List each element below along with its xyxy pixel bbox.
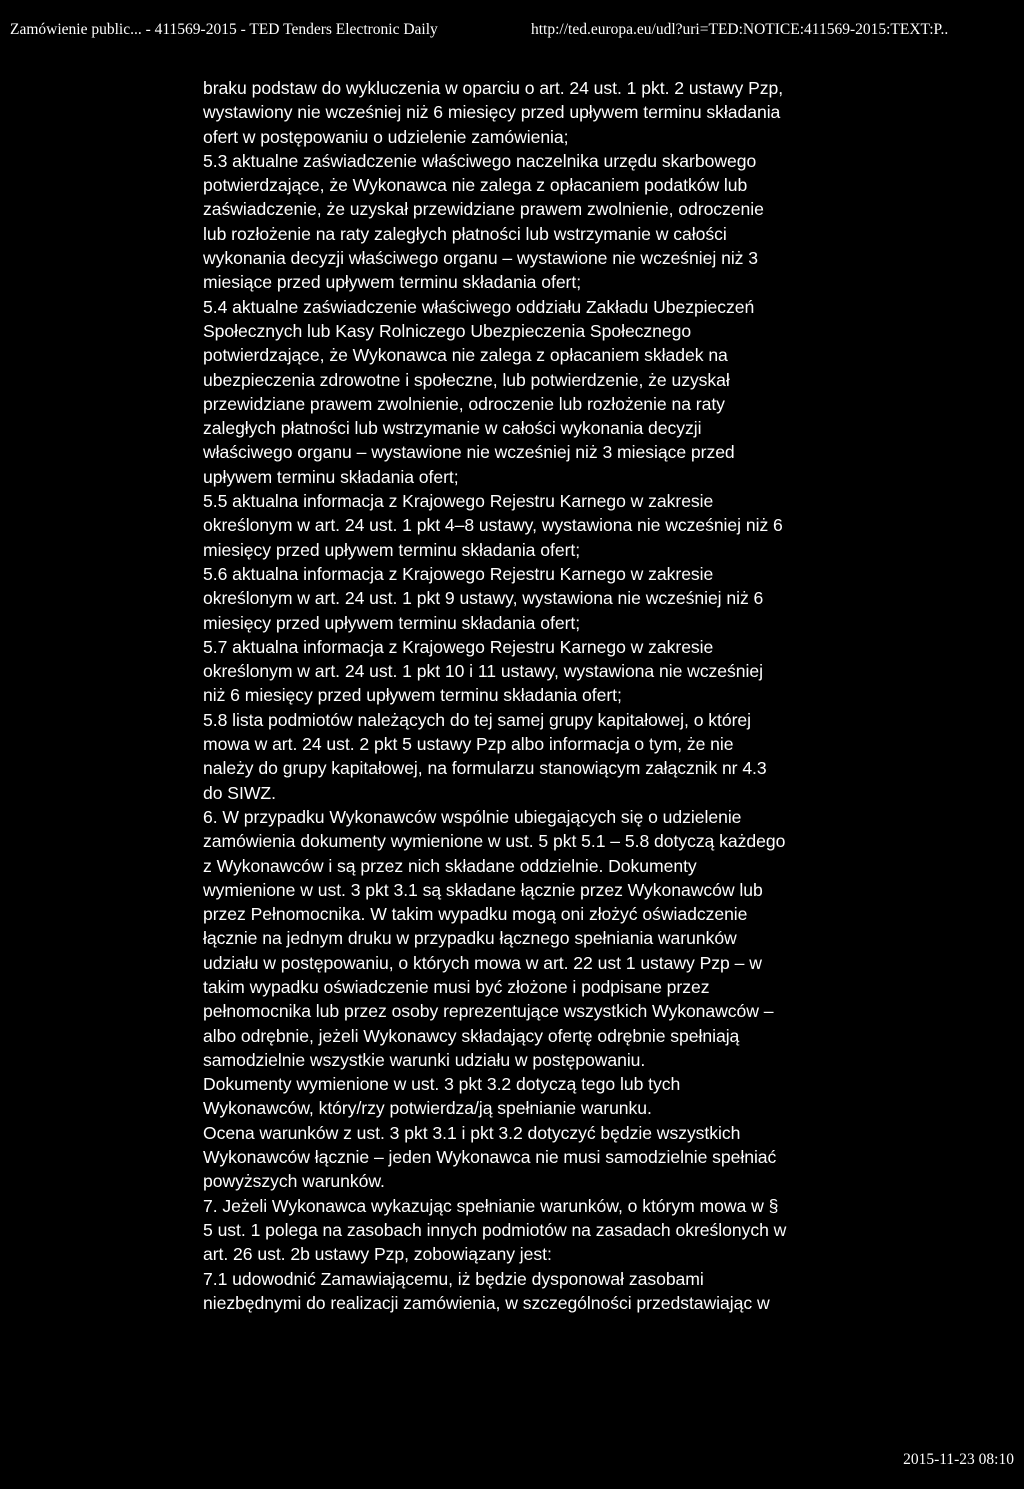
text-line: takim wypadku oświadczenie musi być złożone i podpisane przez <box>203 976 710 997</box>
text-line: 5.4 aktualne zaświadczenie właściwego oddziału Zakładu Ubezpieczeń <box>203 296 755 317</box>
text-line: miesięcy przed upływem terminu składania ofert; <box>203 612 581 633</box>
text-line: 6. W przypadku Wykonawców wspólnie ubiegających się o udzielenie <box>203 806 742 827</box>
text-line: przez Pełnomocnika. W takim wypadku mogą oni złożyć oświadczenie <box>203 904 748 925</box>
text-line: braku podstaw do wykluczenia w oparciu o art. 24 ust. 1 pkt. 2 ustawy Pzp, <box>203 78 784 98</box>
text-line: do SIWZ. <box>203 782 276 803</box>
text-line: 7. Jeżeli Wykonawca wykazując spełnianie warunków, o którym mowa w § <box>203 1195 779 1216</box>
text-line: wystawiony nie wcześniej niż 6 miesięcy przed upływem terminu składania <box>203 102 781 123</box>
text-line: określonym w art. 24 ust. 1 pkt 10 i 11 ustawy, wystawiona nie wcześniej <box>203 661 763 682</box>
text-line: określonym w art. 24 ust. 1 pkt 9 ustawy, wystawiona nie wcześniej niż 6 <box>203 588 764 609</box>
text-line: mowa w art. 24 ust. 2 pkt 5 ustawy Pzp albo informacja o tym, że nie <box>203 734 734 755</box>
text-line: art. 26 ust. 2b ustawy Pzp, zobowiązany jest: <box>203 1244 552 1265</box>
text-line: powyższych warunków. <box>203 1171 385 1192</box>
text-line: niż 6 miesięcy przed upływem terminu składania ofert; <box>203 685 622 706</box>
text-line: albo odrębnie, jeżeli Wykonawcy składający ofertę odrębnie spełniają <box>203 1025 740 1046</box>
text-line: wykonania decyzji właściwego organu – wystawione nie wcześniej niż 3 <box>203 248 758 269</box>
print-header-title: Zamówienie public... - 411569-2015 - TED Tenders Electronic Daily <box>10 21 438 38</box>
text-line: wymienione w ust. 3 pkt 3.1 są składane łącznie przez Wykonawców lub <box>203 879 763 900</box>
text-line: Wykonawców, który/rzy potwierdza/ją spełnianie warunku. <box>203 1098 652 1119</box>
text-line: Dokumenty wymienione w ust. 3 pkt 3.2 dotyczą tego lub tych <box>203 1074 681 1095</box>
text-line: 5.3 aktualne zaświadczenie właściwego naczelnika urzędu skarbowego <box>203 150 757 171</box>
text-line: zaświadczenie, że uzyskał przewidziane prawem zwolnienie, odroczenie <box>203 199 764 220</box>
text-line: 5.5 aktualna informacja z Krajowego Rejestru Karnego w zakresie <box>203 491 714 512</box>
text-line: Wykonawców łącznie – jeden Wykonawca nie musi samodzielnie spełniać <box>203 1147 777 1168</box>
text-line: właściwego organu – wystawione nie wcześniej niż 3 miesiące przed <box>203 442 735 463</box>
text-line: 5.7 aktualna informacja z Krajowego Rejestru Karnego w zakresie <box>203 636 714 657</box>
text-line: pełnomocnika lub przez osoby reprezentujące wszystkich Wykonawców – <box>203 1001 774 1022</box>
text-line: Społecznych lub Kasy Rolniczego Ubezpieczenia Społecznego <box>203 320 692 341</box>
text-line: potwierdzające, że Wykonawca nie zalega z opłacaniem składek na <box>203 345 728 366</box>
print-header-url: http://ted.europa.eu/udl?uri=TED:NOTICE:411569-2015:TEXT:P.. <box>531 21 949 38</box>
print-header <box>10 19 1014 41</box>
text-line: niezbędnymi do realizacji zamówienia, w szczególności przedstawiając w <box>203 1292 770 1313</box>
document-body <box>203 76 1011 1315</box>
print-footer-timestamp: 2015-11-23 08:10 <box>903 1451 1014 1468</box>
text-line: zaległych płatności lub wstrzymanie w całości wykonania decyzji <box>203 418 702 439</box>
text-line: lub rozłożenie na raty zaległych płatności lub wstrzymanie w całości <box>203 223 727 244</box>
text-line: zamówienia dokumenty wymienione w ust. 5 pkt 5.1 – 5.8 dotyczą każdego <box>203 831 786 852</box>
text-line: Ocena warunków z ust. 3 pkt 3.1 i pkt 3.2 dotyczyć będzie wszystkich <box>203 1122 741 1143</box>
text-line: ofert w postępowaniu o udzielenie zamówienia; <box>203 126 569 147</box>
text-line: łącznie na jednym druku w przypadku łącznego spełniania warunków <box>203 928 737 949</box>
text-line: upływem terminu składania ofert; <box>203 466 459 487</box>
text-line: miesięcy przed upływem terminu składania ofert; <box>203 539 581 560</box>
text-line: 7.1 udowodnić Zamawiającemu, iż będzie dysponował zasobami <box>203 1268 704 1289</box>
text-line: ubezpieczenia zdrowotne i społeczne, lub potwierdzenie, że uzyskał <box>203 369 730 390</box>
text-line: należy do grupy kapitałowej, na formularzu stanowiącym załącznik nr 4.3 <box>203 758 767 779</box>
text-line: 5.6 aktualna informacja z Krajowego Rejestru Karnego w zakresie <box>203 563 714 584</box>
text-line: 5.8 lista podmiotów należących do tej samej grupy kapitałowej, o której <box>203 709 752 730</box>
text-line: z Wykonawców i są przez nich składane oddzielnie. Dokumenty <box>203 855 697 876</box>
text-line: określonym w art. 24 ust. 1 pkt 4–8 ustawy, wystawiona nie wcześniej niż 6 <box>203 515 783 536</box>
text-line: 5 ust. 1 polega na zasobach innych podmiotów na zasadach określonych w <box>203 1219 787 1240</box>
text-line: przewidziane prawem zwolnienie, odroczenie lub rozłożenie na raty <box>203 393 725 414</box>
text-line: udziału w postępowaniu, o których mowa w art. 22 ust 1 ustawy Pzp – w <box>203 952 762 973</box>
text-line: samodzielnie wszystkie warunki udziału w postępowaniu. <box>203 1049 646 1070</box>
text-line: miesiące przed upływem terminu składania ofert; <box>203 272 582 293</box>
text-line: potwierdzające, że Wykonawca nie zalega z opłacaniem podatków lub <box>203 175 748 196</box>
